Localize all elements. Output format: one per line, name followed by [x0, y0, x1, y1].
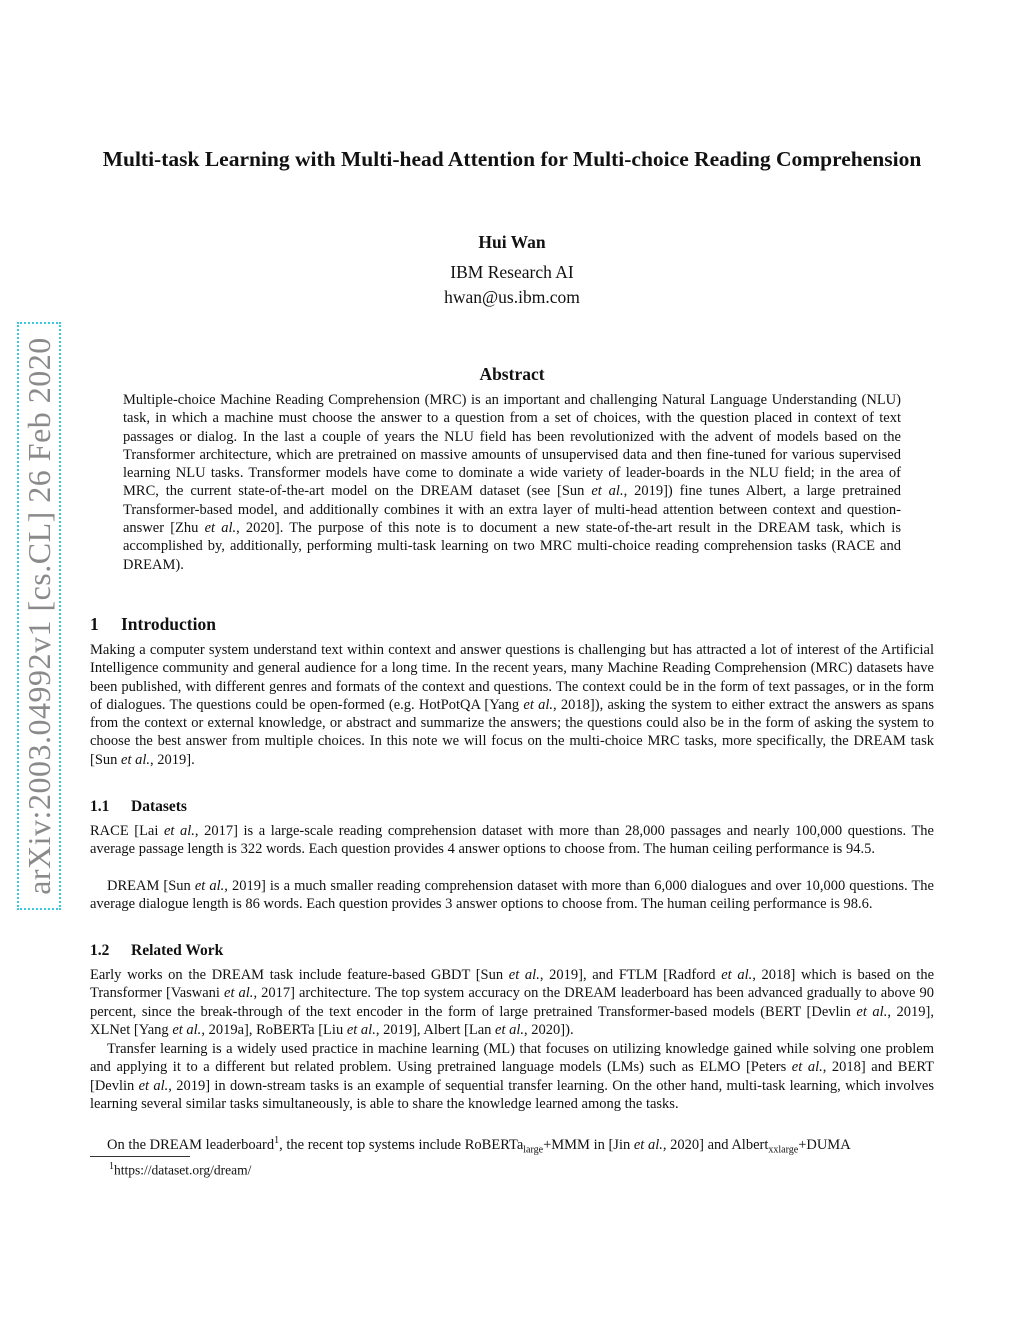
related-work-paragraph-3: On the DREAM leaderboard$^1$, the recent top systems include RoBERTa$_{large}$+MMM in [Jin et al., 2020] and Albert$_{xxlarge}$+DUMA [107, 1135, 851, 1156]
arxiv-identifier: arXiv:2003.04992v1 [cs.CL] 26 Feb 2020 [21, 337, 58, 895]
datasets-paragraph-dream: DREAM [Sun et al., 2019] is a much smaller reading comprehension dataset with more than 6,000 dialogues and over 10,000 questions. The average dialogue length is 86 words. Each question provides 3 answer options to choose from. The human ceiling performance is 98.6. [90, 878, 934, 913]
datasets-paragraph-race: RACE [Lai et al., 2017] is a large-scale reading comprehension dataset with more than 28,000 passages and nearly 100,000 questions. The average passage length is 322 words. Each question provides 4 answer options to choose from. The human ceiling performance is 94.5. [90, 823, 934, 858]
related-work-paragraph-2: Transfer learning is a widely used practice in machine learning (ML) that focuses on utilizing knowledge gained while solving one problem and applying it to a different but related problem. Using pretrained language models (LMs) such as ELMO [Peters et al., 2018] and BERT [Devlin et al., 2019] in down-stream tasks is an example of sequential transfer learning. On the other hand, multi-task learning, which involves learning several similar tasks simultaneously, is able to share the knowledge learned among the tasks. [90, 1041, 934, 1112]
arxiv-sidebar [17, 322, 61, 910]
abstract-heading: Abstract [479, 364, 545, 384]
introduction-paragraph: Making a computer system understand text within context and answer questions is challenging but has attracted a lot of interest of the Artificial Intelligence community and general audience for a long time. In the recent years, many Machine Reading Comprehension (MRC) datasets have been published, with different genres and formats of the context and questions. The context could be in the form of text passages, or in the form of dialogues. The questions could be open-formed (e.g. HotPotQA [Yang et al., 2018]), asking the system to either extract the answers as spans from the context or external knowledge, or abstract and summarize the answers; the questions could also be in the form of asking the system to choose the best answer from multiple choices. In this note we will focus on the multi-choice MRC tasks, more specifically, the DREAM task [Sun et al., 2019]. [90, 642, 934, 768]
author-affiliation: IBM Research AI [450, 262, 574, 282]
footnote-mark: 1 [109, 1161, 114, 1172]
author-email: hwan@us.ibm.com [444, 287, 580, 307]
footnote [109, 1161, 251, 1179]
footnote-reference: 1 [274, 1135, 280, 1146]
footnote-link[interactable]: https://dataset.org/dream/ [114, 1162, 252, 1178]
footnote-divider [90, 1156, 190, 1157]
subsection-heading-datasets: 1.1 Datasets [90, 798, 187, 815]
author-name: Hui Wan [478, 232, 546, 252]
subsection-heading-related-work: 1.2 Related Work [90, 942, 224, 959]
abstract-body: Multiple-choice Machine Reading Comprehension (MRC) is an important and challenging Natural Language Understanding (NLU) task, in which a machine must choose the answer to a question from a set of choices, with the question placed in context of text passages or dialog. In the last a couple of years the NLU field has been revolutionized with the advent of models based on the Transformer architecture, which are pretrained on massive amounts of unsupervised data and then fine-tuned for various supervised learning NLU tasks. Transformer models have come to dominate a wide variety of leader-boards in the NLU field; in the area of MRC, the current state-of-the-art model on the DREAM dataset (see [Sun et al., 2019]) fine tunes Albert, a large pretrained Transformer-based model, and additionally combines it with an extra layer of multi-head attention between context and question-answer [Zhu et al., 2020]. The purpose of this note is to document a new state-of-the-art result in the DREAM task, which is accomplished by, additionally, performing multi-task learning on two MRC multi-choice reading comprehension tasks (RACE and DREAM). [123, 392, 902, 573]
section-heading-introduction: 1 Introduction [90, 614, 216, 634]
paper-title: Multi-task Learning with Multi-head Attention for Multi-choice Reading Comprehension [102, 147, 922, 171]
related-work-paragraph-1: Early works on the DREAM task include feature-based GBDT [Sun et al., 2019], and FTLM [Radford et al., 2018] which is based on the Transformer [Vaswani et al., 2017] architecture. The top system accuracy on the DREAM leaderboard has been advanced gradually to above 90 percent, since the break-through of the text encoder in the form of large pretrained Transformer-based models (BERT [Devlin et al., 2019], XLNet [Yang et al., 2019a], RoBERTa [Liu et al., 2019], Albert [Lan et al., 2020]). [90, 967, 935, 1038]
